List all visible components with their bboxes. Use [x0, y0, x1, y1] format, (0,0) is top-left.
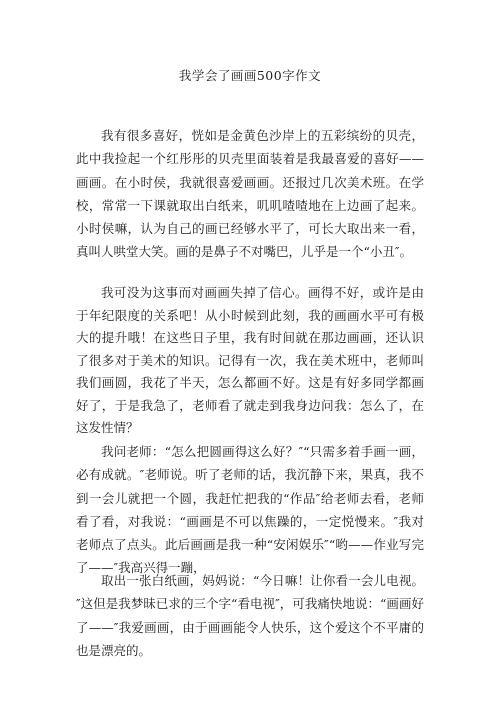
paragraph-4: 取出一张白纸画，妈妈说：“今日嘛！让你看一会儿电视。″这但是我梦昧已求的三个字“看电视″，可我痛快地说：“画画好了——″我爱画画，由于画画能令人快乐，这个爱这个不平庸的也是漂亮的。: [76, 573, 424, 658]
document-title: 我学会了画画500字作文: [178, 68, 322, 83]
paragraph-2: 我可没为这事而对画画失掉了信心。画得不好，或许是由于年纪限度的关系吧！从小时候到此刻，我的画画水平可有极大的提升哦！在这些日子里，我有时间就在那边画画，还认识了很多对于美术的知识。记得有一次，我在美术班中，老师叫我们画圆，我花了半天，怎么都画不好。这是有好多同学都画好了，于是我急了，老师看了就走到我身边问我：怎么了，在这发性情？: [76, 285, 424, 435]
paragraph-1: 我有很多喜好，恍如是金黄色沙岸上的五彩缤纷的贝壳，此中我捡起一个红彤彤的贝壳里面装着是我最喜爱的喜好——画画。在小时侯，我就很喜爱画画。还报过几次美术班。在学校，常常一下课就取出白纸来，叽叽喳喳地在上边画了起来。小时侯嘛，认为自己的画已经够水平了，可长大取出来一看，真叫人哄堂大笑。画的是鼻子不对嘴巴，儿乎是一个“小丑″。: [76, 128, 424, 260]
paragraph-3: 我问老师：“怎么把圆画得这么好？″“只需多着手画一画，必有成就。″老师说。听了老师的话，我沉静下来，果真，我不到一会儿就把一个圆，我赶忙把我的“作品″给老师去看，老师看了看，对我说：“画画是不可以焦躁的，一定悦慢来。″我对老师点了点头。此后画画是我一种“安闲娱乐″“哟——作业写完了——″我高兴得一蹦，: [76, 444, 424, 576]
